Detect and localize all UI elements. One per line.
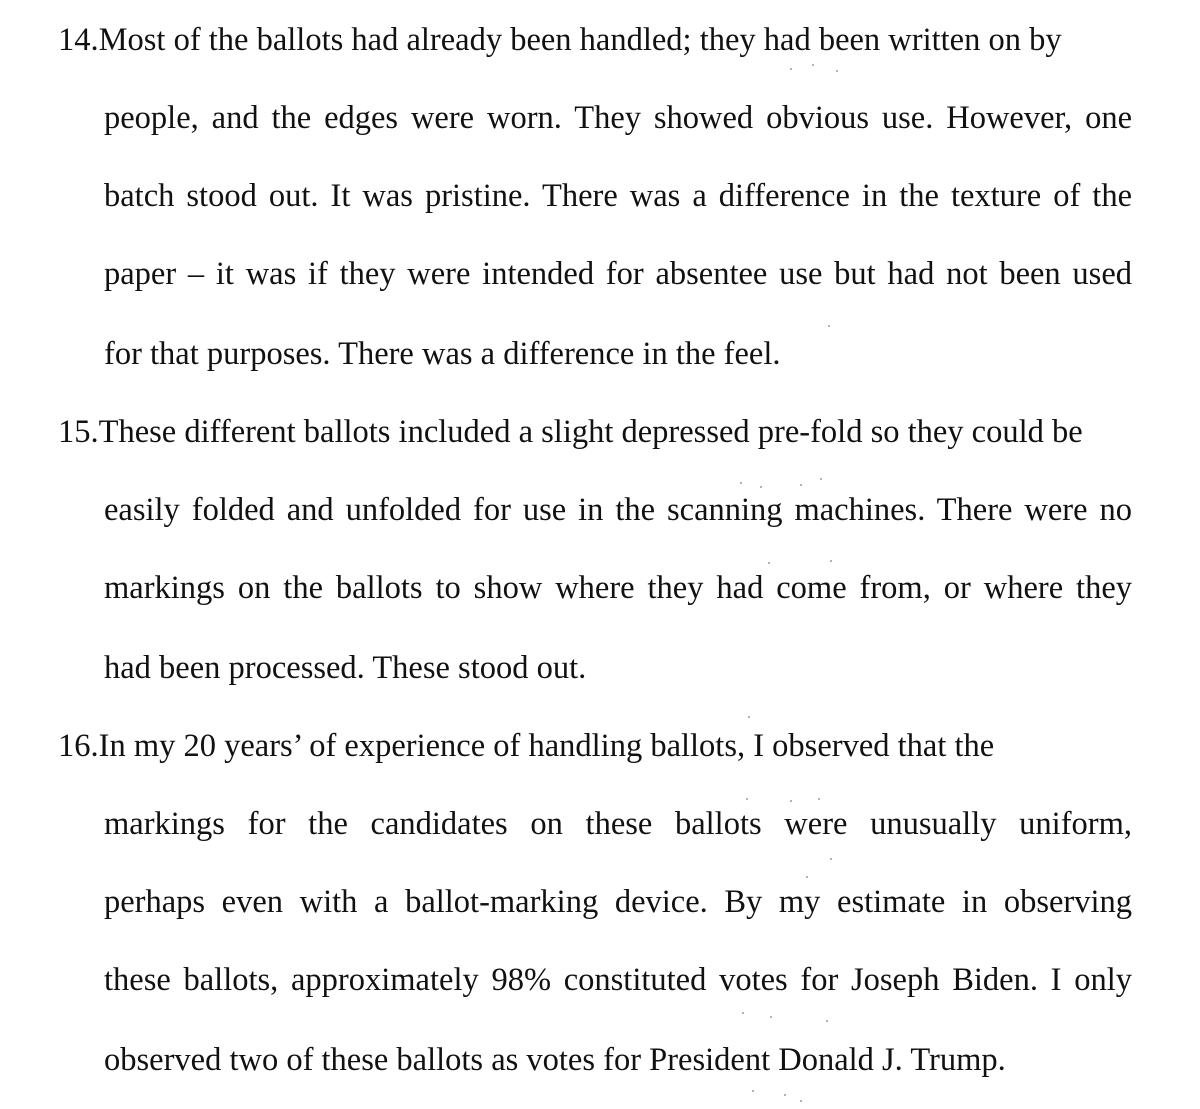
scan-speck [742, 1012, 744, 1014]
scan-speck [770, 1016, 772, 1018]
scan-speck [800, 1100, 802, 1102]
scan-speck [768, 562, 770, 564]
scan-speck [752, 1090, 754, 1092]
paragraph-14-line-4: paper – it was if they were intended for absentee use but had not been used [104, 256, 1132, 292]
scan-speck [820, 478, 822, 480]
paragraph-14-line-1 [58, 20, 1132, 60]
scan-speck [748, 716, 750, 718]
scan-speck [790, 800, 792, 802]
paragraph-15-line-1 [58, 412, 1132, 452]
scan-speck [760, 486, 762, 488]
paragraph-16-line-4: these ballots, approximately 98% constituted votes for Joseph Biden. I only [104, 962, 1132, 998]
paragraph-15-text-line-1: These different ballots included a slight depressed pre-fold so they could be [98, 414, 1083, 450]
scan-speck [800, 484, 802, 486]
paragraph-16-line-3: perhaps even with a ballot-marking device. By my estimate in observing [104, 884, 1132, 920]
scan-speck [812, 64, 814, 66]
scan-speck [784, 1094, 786, 1096]
paragraph-16-line-5: observed two of these ballots as votes for President Donald J. Trump. [104, 1042, 1006, 1078]
paragraph-number-15: 15. [58, 414, 99, 450]
paragraph-14-line-5: for that purposes. There was a difference in the feel. [104, 336, 781, 372]
paragraph-number-14: 14. [58, 22, 99, 58]
scan-speck [806, 876, 808, 878]
scan-speck [790, 68, 792, 70]
paragraph-16-text-line-1: In my 20 years’ of experience of handling ballots, I observed that the [98, 728, 995, 764]
scan-speck [746, 798, 748, 800]
paragraph-16-line-1 [58, 726, 1132, 766]
paragraph-15-line-2: easily folded and unfolded for use in the scanning machines. There were no [104, 492, 1132, 528]
scan-speck [740, 482, 742, 484]
paragraph-14-line-3: batch stood out. It was pristine. There was a difference in the texture of the [104, 178, 1132, 214]
paragraph-14-text-line-1: Most of the ballots had already been handled; they had been written on by [98, 22, 1062, 58]
scan-speck [830, 858, 832, 860]
paragraph-14-line-2: people, and the edges were worn. They showed obvious use. However, one [104, 100, 1132, 136]
paragraph-15-line-4: had been processed. These stood out. [104, 650, 587, 686]
paragraph-15-line-3: markings on the ballots to show where they had come from, or where they [104, 570, 1132, 606]
scan-speck [828, 325, 830, 327]
paragraph-16-line-2: markings for the candidates on these ballots were unusually uniform, [104, 806, 1132, 842]
scan-speck [826, 1020, 828, 1022]
scan-speck [830, 560, 832, 562]
scan-speck [836, 70, 838, 72]
scan-speck [818, 798, 820, 800]
paragraph-number-16: 16. [58, 728, 99, 764]
